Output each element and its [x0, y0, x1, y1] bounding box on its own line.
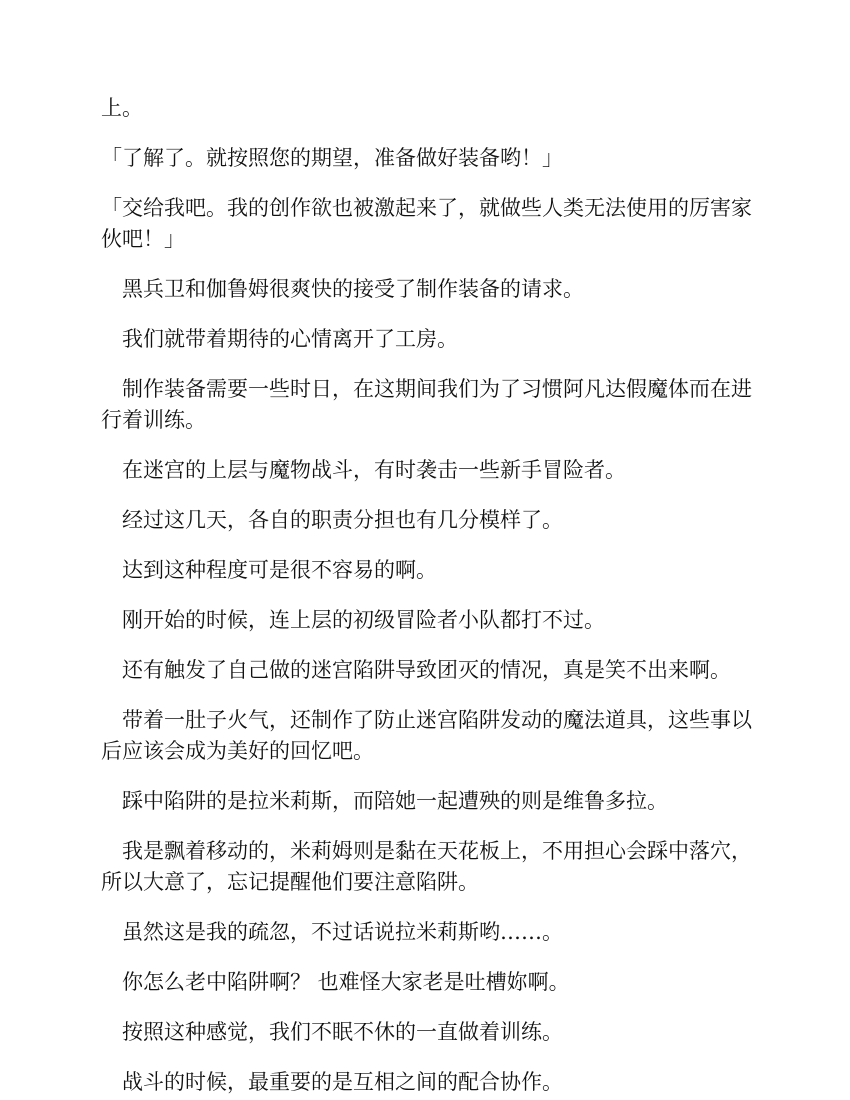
- paragraph: 带着一肚子火气，还制作了防止迷宫陷阱发动的魔法道具，这些事以后应该会成为美好的回忆吧。: [101, 708, 752, 763]
- paragraph: 达到这种程度可是很不容易的啊。: [122, 558, 437, 582]
- paragraph: 制作装备需要一些时日，在这期间我们为了习惯阿凡达假魔体而在进行着训练。: [101, 377, 752, 432]
- paragraph: 我们就带着期待的心情离开了工房。: [122, 327, 458, 351]
- paragraph: 黑兵卫和伽鲁姆很爽快的接受了制作装备的请求。: [122, 277, 584, 301]
- paragraph: 你怎么老中陷阱啊？ 也难怪大家老是吐槽妳啊。: [122, 970, 570, 994]
- paragraph: 刚开始的时候，连上层的初级冒险者小队都打不过。: [122, 608, 605, 632]
- dialogue-paragraph: 「交给我吧。我的创作欲也被激起来了，就做些人类无法使用的厉害家伙吧！」: [101, 196, 752, 251]
- paragraph: 按照这种感觉，我们不眠不休的一直做着训练。: [122, 1020, 563, 1044]
- paragraph: 经过这几天，各自的职责分担也有几分模样了。: [122, 508, 563, 532]
- paragraph: 在迷宫的上层与魔物战斗，有时袭击一些新手冒险者。: [122, 458, 626, 482]
- paragraph: 还有触发了自己做的迷宫陷阱导致团灭的情况，真是笑不出来啊。: [122, 658, 731, 682]
- dialogue-paragraph: 「了解了。就按照您的期望，准备做好装备哟！」: [101, 146, 563, 170]
- paragraph: 虽然这是我的疏忽，不过话说拉米莉斯哟……。: [122, 920, 563, 944]
- paragraph: 我是飘着移动的，米莉姆则是黏在天花板上，不用担心会踩中落穴，所以大意了，忘记提醒他们要注意陷阱。: [101, 839, 752, 894]
- paragraph: 踩中陷阱的是拉米莉斯，而陪她一起遭殃的则是维鲁多拉。: [122, 789, 668, 813]
- paragraph: 战斗的时候，最重要的是互相之间的配合协作。: [122, 1070, 563, 1094]
- paragraph: 上。: [101, 96, 143, 120]
